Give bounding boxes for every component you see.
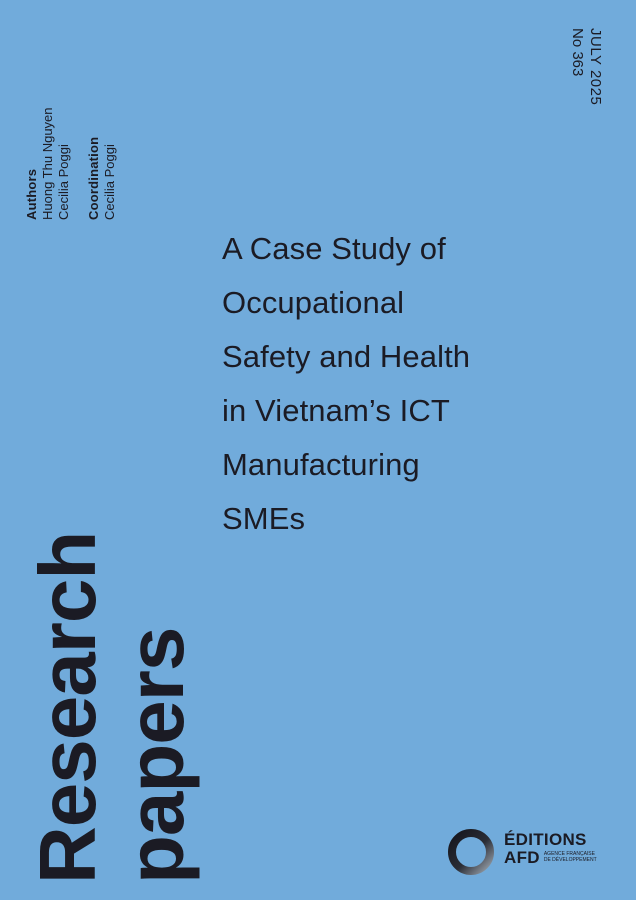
- title-line: A Case Study of: [222, 231, 446, 266]
- author-name: Cecilia Poggi: [56, 144, 71, 220]
- logo-editions: ÉDITIONS: [504, 830, 587, 849]
- logo-text: [504, 830, 597, 867]
- logo-afd: AFD: [504, 848, 540, 867]
- series-word-papers: papers: [111, 627, 200, 884]
- logo-subtitle: [543, 851, 597, 863]
- document-title: [222, 222, 552, 546]
- credits: [24, 107, 118, 220]
- series-word-research: Research: [23, 531, 112, 884]
- issue-number: No 363: [569, 28, 586, 77]
- title-line: Manufacturing: [222, 447, 420, 482]
- editions-afd-logo: [446, 827, 606, 877]
- author-name: Huong Thu Nguyen: [40, 107, 55, 220]
- title-line: SMEs: [222, 501, 306, 536]
- issue-info: [568, 28, 604, 105]
- authors-block: [24, 107, 72, 220]
- coordination-block: [86, 107, 118, 220]
- title-line: Safety and Health: [222, 339, 471, 374]
- logo-subtitle-line: AGENCE FRANÇAISE: [543, 851, 595, 857]
- series-name: [24, 532, 200, 884]
- title-line: in Vietnam’s ICT: [222, 393, 450, 428]
- issue-date: JULY 2025: [587, 28, 604, 106]
- logo-subtitle-line: DE DÉVELOPPEMENT: [543, 857, 597, 863]
- authors-heading: Authors: [24, 168, 39, 220]
- coordination-heading: Coordination: [86, 136, 101, 220]
- title-line: Occupational: [222, 285, 405, 320]
- ring-logo-icon: [446, 827, 496, 877]
- coordinator-name: Cecilia Poggi: [102, 144, 117, 220]
